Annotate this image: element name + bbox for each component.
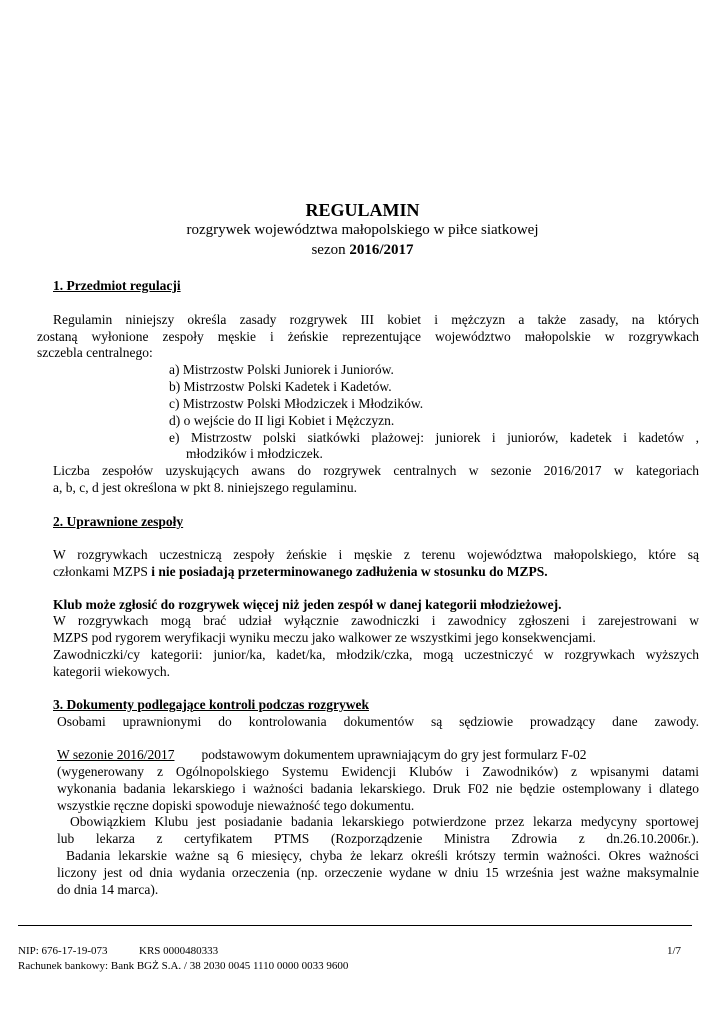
debt-condition-text: i nie posiadają przeterminowanego zadłużenia w stosunku do MZPS. (151, 564, 548, 579)
list-item-a: a) Mistrzostw Polski Juniorek i Juniorów. (169, 362, 394, 377)
section-3-doc-line-3: wykonania badania lekarskiego i ważności badania lekarskiego. Druk F02 nie będzie ostemplowany i dlatego (57, 781, 699, 796)
doc-line-1-rest: podstawowym dokumentem uprawniającym do gry jest formularz F-02 (201, 747, 587, 762)
multiple-teams-notice: Klub może zgłosić do rozgrywek więcej niż jeden zespół w danej kategorii młodzieżowej. (53, 597, 562, 612)
section-3-valid-line-3: do dnia 14 marca). (57, 882, 159, 897)
section-3-valid-line-1: Badania lekarskie ważne są 6 miesięcy, chyba że lekarz określi krótszy termin ważności. Okres ważności (66, 848, 699, 863)
footer-bank-account: Rachunek bankowy: Bank BGŻ S.A. / 38 2030 0045 1110 0000 0033 9600 (18, 960, 349, 972)
footer-page-number: 1/7 (667, 945, 682, 957)
footer-nip: NIP: 676-17-19-073 (18, 945, 108, 957)
section-3-club-line-2: lub lekarza z certyfikatem PTMS (Rozporządzenie Ministra Zdrowia z dn.26.10.2006r.). (57, 831, 699, 846)
section-3-doc-line-1 (57, 747, 587, 764)
section-1-outro-line-2: a, b, c, d jest określona w pkt 8. niniejszego regulaminu. (53, 480, 358, 495)
section-2-para1-line-2 (53, 564, 548, 581)
section-2-para2-line-1: W rozgrywkach mogą brać udział wyłącznie zawodniczki i zawodnicy zgłoszeni i zarejestrowani w (53, 613, 699, 628)
season-underlined: W sezonie 2016/2017 (57, 747, 175, 762)
list-item-e: e) Mistrzostw polski siatkówki plażowej: juniorek i juniorów, kadetek i kadetów , (169, 430, 699, 445)
section-1-intro-line-1: Regulamin niniejszy określa zasady rozgrywek III kobiet i mężczyzn a także zasady, na których (53, 312, 699, 327)
list-item-e-continued: młodzików i młodziczek. (186, 446, 323, 461)
section-2-para2-line-2: MZPS pod rygorem weryfikacji wyniku meczu jako walkower ze wszystkimi jego konsekwencjami. (53, 630, 596, 645)
season-line (0, 241, 725, 260)
members-text: członkami MZPS (53, 564, 152, 579)
footer-divider (18, 925, 692, 926)
document-subtitle: rozgrywek województwa małopolskiego w piłce siatkowej (186, 222, 539, 238)
footer-krs: KRS 0000480333 (139, 945, 219, 957)
section-3-doc-line-4: wszystkie ręczne dopiski spowoduje nieważność tego dokumentu. (57, 798, 415, 813)
section-3-valid-line-2: liczony jest od dnia wydania orzeczenia (np. orzeczenie wydane w dniu 15 września jest ważne maksymalnie (57, 865, 699, 880)
section-2-para2-line-4: kategorii wiekowych. (53, 664, 170, 679)
list-item-b: b) Mistrzostw Polski Kadetek i Kadetów. (169, 379, 392, 394)
document-title: REGULAMIN (305, 200, 420, 220)
section-3-doc-line-2: (wygenerowany z Ogólnopolskiego Systemu Ewidencji Klubów i Zawodników) z wpisanymi datami (57, 764, 699, 779)
section-2-para2-line-3: Zawodniczki/cy kategorii: junior/ka, kadet/ka, młodzik/czka, mogą uczestniczyć w rozgrywkach wyższych (53, 647, 699, 662)
list-item-d: d) o wejście do II ligi Kobiet i Mężczyzn. (169, 413, 395, 428)
section-3-heading: 3. Dokumenty podlegające kontroli podczas rozgrywek (53, 697, 369, 712)
section-1-outro-line-1: Liczba zespołów uzyskujących awans do rozgrywek centralnych w sezonie 2016/2017 w kategoriach (53, 463, 699, 478)
season-value: 2016/2017 (349, 242, 414, 258)
section-1-intro-line-2: zostaną wyłonione zespoły męskie i żeńskie reprezentujące województwo małopolskie w rozgrywkach (37, 329, 699, 344)
section-1-intro-line-3: szczebla centralnego: (37, 345, 153, 360)
section-3-club-line-1: Obowiązkiem Klubu jest posiadanie badania lekarskiego potwierdzone przez lekarza medycyny sportowej (70, 814, 699, 829)
list-item-c: c) Mistrzostw Polski Młodziczek i Młodzików. (169, 396, 424, 411)
section-2-para1-line-1: W rozgrywkach uczestniczą zespoły żeńskie i męskie z terenu województwa małopolskiego, które są (53, 547, 699, 562)
season-prefix: sezon (311, 242, 350, 258)
section-2-heading: 2. Uprawnione zespoły (53, 514, 184, 529)
officials-line: Osobami uprawnionymi do kontrolowania dokumentów są sędziowie prowadzący dane zawody. (57, 714, 699, 729)
section-1-heading: 1. Przedmiot regulacji (53, 278, 181, 293)
